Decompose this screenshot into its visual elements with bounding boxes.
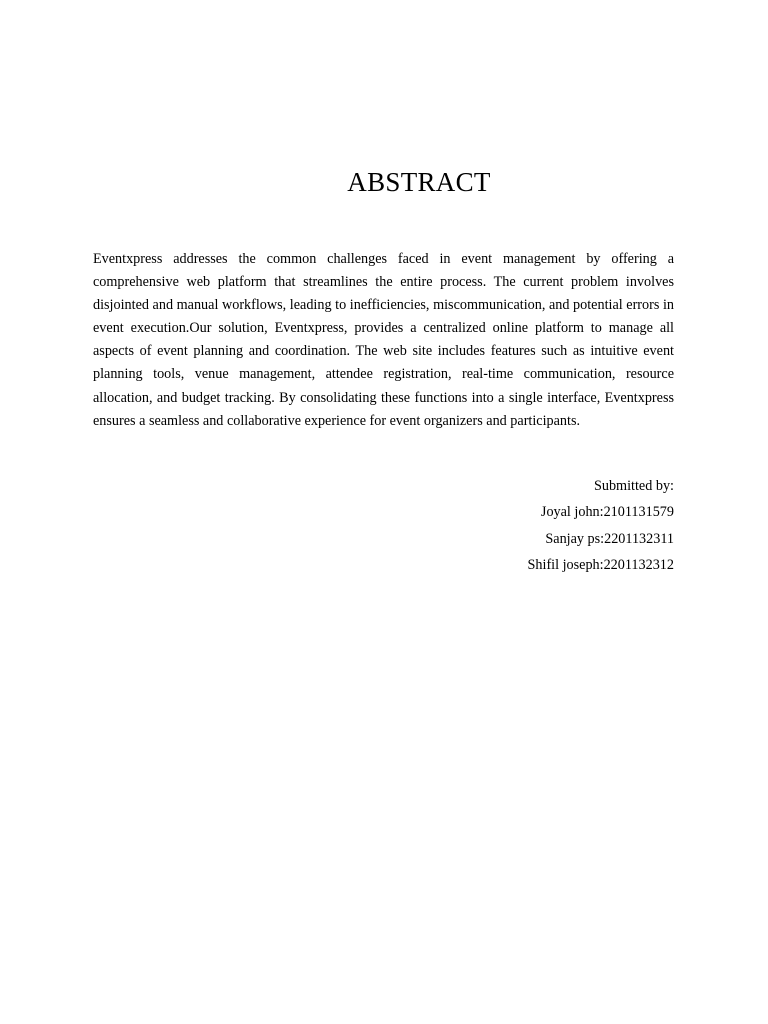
submitted-by-label: Submitted by: (593, 478, 674, 494)
author-line: Shifil joseph:2201132312 (527, 556, 674, 573)
submitted-by-block (528, 475, 674, 580)
abstract-paragraph: Eventxpress addresses the common challenges faced in event management by offering a comprehensive web platform that streamlines the entire process. The current problem involves disjointed and manual workflows, leading to inefficiencies, miscommunication, and potential errors in event execution.Our solution, Eventxpress, provides a centralized online platform to manage all aspects of event planning and coordination. The web site includes features such as intuitive event planning tools, venue management, attendee registration, real-time communication, resource allocation, and budget tracking. By consolidating these functions into a single interface, Eventxpress ensures a seamless and collaborative experience for event organizers and participants. (93, 251, 674, 429)
author-line: Joyal john:2101131579 (540, 504, 674, 521)
author-line: Sanjay ps:2201132311 (545, 530, 674, 547)
abstract-title: ABSTRACT (347, 167, 491, 197)
